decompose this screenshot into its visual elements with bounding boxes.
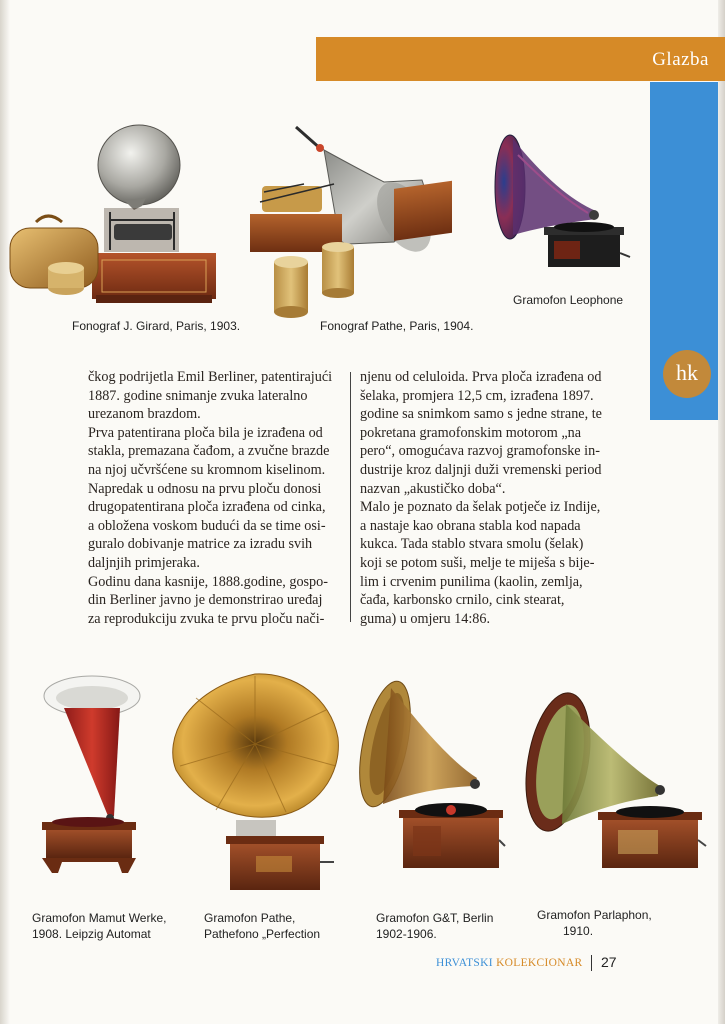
text-line: urezanom brazdom. — [88, 406, 201, 423]
column-divider — [350, 372, 351, 622]
text-line: šelaka, promjera 12,5 cm, izrađena 1897. — [360, 387, 594, 404]
page-number: 27 — [601, 954, 617, 970]
photo-gramofon-parlaphon — [522, 690, 708, 885]
caption-line: Gramofon G&T, Berlin — [376, 911, 494, 925]
photo-gramofon-mamut-werke — [22, 668, 142, 898]
text-line: guma) u omjeru 14:86. — [360, 610, 491, 627]
caption-fonograf-pathe: Fonograf Pathe, Paris, 1904. — [320, 319, 474, 333]
photo-gramofon-leophone — [488, 135, 633, 285]
text-line: Godinu dana kasnije, 1888.godine, gospo- — [88, 573, 328, 590]
text-line: čkog podrijetla Emil Berliner, patentirajući — [88, 369, 333, 385]
text-line: drugopatentirana ploča izrađena od cinka, — [88, 499, 326, 516]
photo-fonograf-pathe — [244, 122, 459, 327]
caption-gramofon-gt-berlin — [376, 910, 493, 942]
text-line: Malo je poznato da šelak potječe iz Indije, — [360, 499, 601, 516]
article-right-column — [360, 368, 625, 628]
text-line: guralo dobivanje matrice za izradu svih — [88, 536, 313, 553]
text-line: njenu od celuloida. Prva ploča izrađena od — [360, 369, 602, 385]
text-line: a obložena voskom budući da se time osi- — [88, 517, 326, 534]
caption-gramofon-pathe-perfection — [204, 910, 320, 942]
text-line: stakla, premazana čađom, a zvučne brazde — [88, 443, 330, 460]
text-line: din Berliner javno je demonstrirao uređaj — [88, 592, 323, 609]
section-title: Glazba — [652, 49, 709, 70]
caption-line: 1910. — [563, 924, 594, 938]
text-line: za reprodukciju zvuka te prvu ploču nači- — [88, 610, 325, 627]
text-line: čađa, karbonsko crnilo, cink stearat, — [360, 592, 565, 609]
caption-line: 1908. Leipzig Automat — [32, 927, 151, 941]
magazine-name-part1: HRVATSKI — [436, 957, 493, 969]
text-line: na njoj učvršćene su kromnom kiselinom. — [88, 461, 326, 478]
text-line: Napredak u odnosu na prvu ploču donosi — [88, 480, 322, 497]
hk-badge: hk — [663, 350, 711, 398]
text-line: kukca. Tada stablo stvara smolu (šelak) — [360, 536, 584, 553]
caption-line: Pathefono „Perfection — [204, 927, 321, 941]
magazine-name-part2: KOLEKCIONAR — [496, 957, 583, 969]
text-line: pokretana gramofonskim motorom „na — [360, 424, 582, 441]
caption-fonograf-girard: Fonograf J. Girard, Paris, 1903. — [72, 319, 241, 333]
photo-gramofon-gt-berlin — [355, 678, 505, 888]
caption-gramofon-mamut-werke — [32, 910, 166, 942]
caption-gramofon-leophone: Gramofon Leophone — [513, 293, 624, 307]
text-line: nazvan „akustičko doba“. — [360, 480, 506, 497]
caption-line: Gramofon Pathe, — [204, 911, 296, 925]
page-edge — [718, 0, 725, 1024]
text-line: godine sa snimkom samo s jedne strane, te — [360, 406, 602, 423]
photo-gramofon-pathe-perfection — [166, 670, 344, 895]
magazine-name — [436, 957, 582, 969]
text-line: a nastaje kao obrana stabla kod napada — [360, 517, 581, 534]
section-header-bar — [316, 37, 725, 81]
text-line: lim i crvenim punilima (kaolin, zemlja, — [360, 573, 583, 590]
caption-gramofon-parlaphon — [537, 907, 652, 939]
text-line: pero“, omogućava razvoj gramofonske in- — [360, 443, 600, 460]
caption-line: Gramofon Parlaphon, — [537, 908, 652, 922]
text-line: Prva patentirana ploča bila je izrađena od — [88, 424, 323, 441]
text-line: 1887. godine snimanje zvuka lateralno — [88, 387, 308, 404]
article-left-column — [88, 368, 344, 628]
caption-line: 1902-1906. — [376, 927, 437, 941]
text-line: koji se potom suši, melje te miješa s bije- — [360, 554, 595, 571]
photo-fonograf-girard — [6, 120, 221, 315]
caption-line: Gramofon Mamut Werke, — [32, 911, 167, 925]
text-line: dustrije kroz daljnji duži vremenski period — [360, 461, 602, 478]
text-line: daljnjih primjeraka. — [88, 554, 200, 571]
footer-separator — [591, 955, 592, 971]
